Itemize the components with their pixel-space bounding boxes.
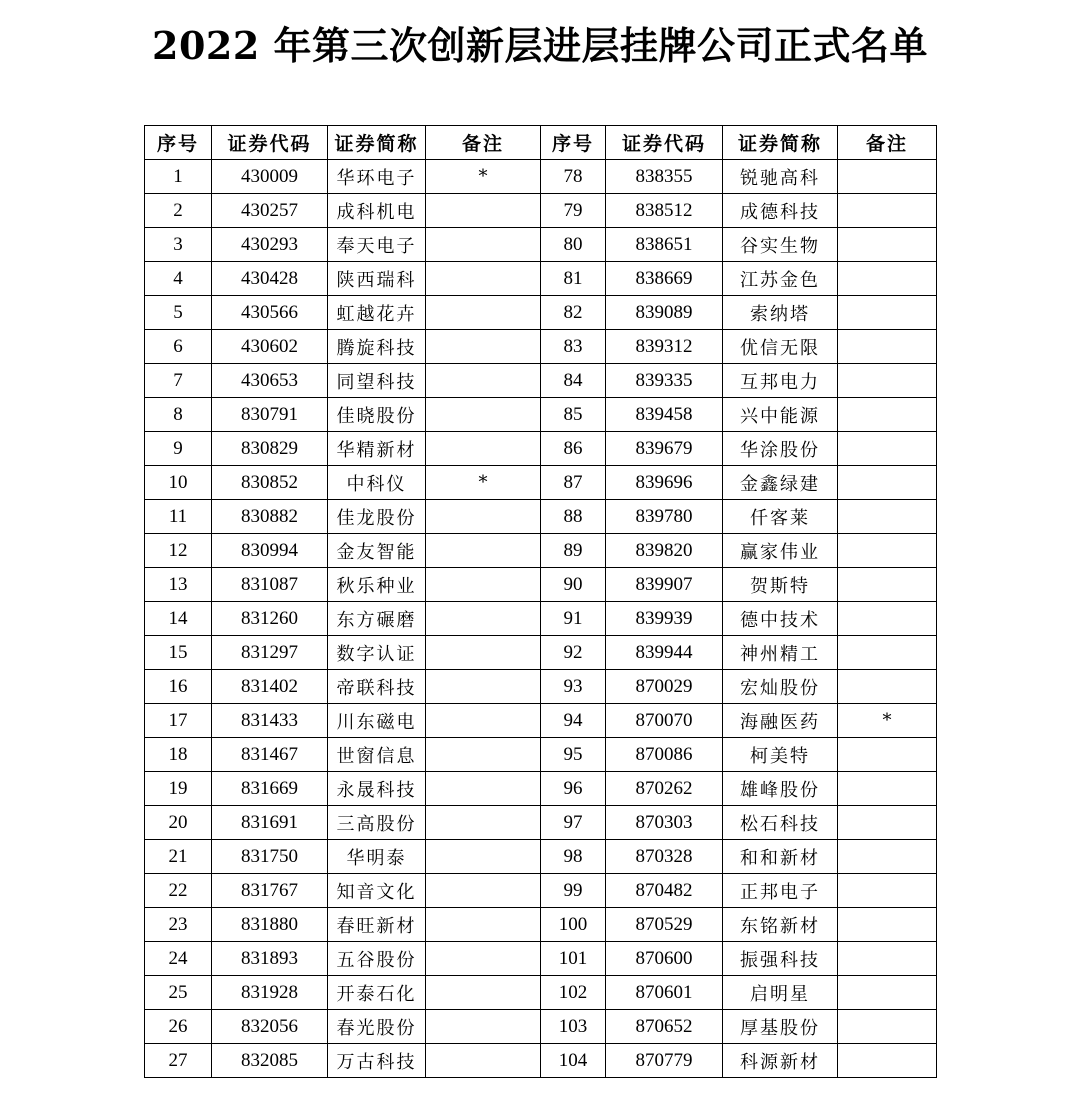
seq-cell: 81 [541, 262, 606, 296]
note-cell [426, 738, 541, 772]
table-row [145, 840, 937, 874]
code-cell: 830791 [212, 398, 328, 432]
note-cell [426, 432, 541, 466]
seq-cell: 88 [541, 500, 606, 534]
note-cell [838, 262, 937, 296]
code-cell: 831087 [212, 568, 328, 602]
code-cell: 831880 [212, 908, 328, 942]
seq-cell: 20 [145, 806, 212, 840]
note-cell [426, 534, 541, 568]
code-cell: 839679 [606, 432, 723, 466]
name-cell: 和和新材 [723, 840, 838, 874]
table-row [145, 398, 937, 432]
name-cell: 万古科技 [328, 1044, 426, 1078]
seq-cell: 4 [145, 262, 212, 296]
header-cell-note: 备注 [838, 126, 937, 160]
note-cell [838, 296, 937, 330]
note-cell [426, 228, 541, 262]
header-cell-seq: 序号 [541, 126, 606, 160]
note-cell [426, 806, 541, 840]
code-cell: 831691 [212, 806, 328, 840]
code-cell: 430566 [212, 296, 328, 330]
name-cell: 德中技术 [723, 602, 838, 636]
code-cell: 870529 [606, 908, 723, 942]
header-cell-code: 证券代码 [212, 126, 328, 160]
name-cell: 松石科技 [723, 806, 838, 840]
name-cell: 永晟科技 [328, 772, 426, 806]
header-cell-note: 备注 [426, 126, 541, 160]
seq-cell: 23 [145, 908, 212, 942]
name-cell: 五谷股份 [328, 942, 426, 976]
table-row [145, 1044, 937, 1078]
name-cell: 柯美特 [723, 738, 838, 772]
code-cell: 838512 [606, 194, 723, 228]
table-row [145, 976, 937, 1010]
seq-cell: 18 [145, 738, 212, 772]
code-cell: 830829 [212, 432, 328, 466]
table-row [145, 1010, 937, 1044]
code-cell: 870600 [606, 942, 723, 976]
note-cell [426, 772, 541, 806]
name-cell: 同望科技 [328, 364, 426, 398]
name-cell: 开泰石化 [328, 976, 426, 1010]
name-cell: 春旺新材 [328, 908, 426, 942]
seq-cell: 104 [541, 1044, 606, 1078]
seq-cell: 27 [145, 1044, 212, 1078]
note-cell [426, 976, 541, 1010]
note-cell [426, 942, 541, 976]
note-cell [838, 364, 937, 398]
note-cell [426, 568, 541, 602]
seq-cell: 21 [145, 840, 212, 874]
note-cell [426, 908, 541, 942]
name-cell: 川东磁电 [328, 704, 426, 738]
header-cell-name: 证券简称 [723, 126, 838, 160]
seq-cell: 3 [145, 228, 212, 262]
note-cell [426, 840, 541, 874]
code-cell: 831928 [212, 976, 328, 1010]
table-row [145, 534, 937, 568]
code-cell: 839312 [606, 330, 723, 364]
table-row [145, 364, 937, 398]
note-cell [426, 500, 541, 534]
table-row [145, 432, 937, 466]
name-cell: 华涂股份 [723, 432, 838, 466]
note-cell [838, 772, 937, 806]
note-cell [838, 1044, 937, 1078]
seq-cell: 93 [541, 670, 606, 704]
name-cell: 虹越花卉 [328, 296, 426, 330]
name-cell: 互邦电力 [723, 364, 838, 398]
code-cell: 839335 [606, 364, 723, 398]
seq-cell: 11 [145, 500, 212, 534]
code-cell: 870328 [606, 840, 723, 874]
name-cell: 海融医药 [723, 704, 838, 738]
code-cell: 870482 [606, 874, 723, 908]
code-cell: 839696 [606, 466, 723, 500]
name-cell: 华环电子 [328, 160, 426, 194]
seq-cell: 17 [145, 704, 212, 738]
name-cell: 启明星 [723, 976, 838, 1010]
code-cell: 870086 [606, 738, 723, 772]
note-cell [426, 874, 541, 908]
name-cell: 赢家伟业 [723, 534, 838, 568]
name-cell: 华精新材 [328, 432, 426, 466]
seq-cell: 10 [145, 466, 212, 500]
note-cell [426, 704, 541, 738]
name-cell: 雄峰股份 [723, 772, 838, 806]
seq-cell: 101 [541, 942, 606, 976]
name-cell: 数字认证 [328, 636, 426, 670]
name-cell: 中科仪 [328, 466, 426, 500]
name-cell: 宏灿股份 [723, 670, 838, 704]
table-row [145, 806, 937, 840]
name-cell: 秋乐种业 [328, 568, 426, 602]
seq-cell: 87 [541, 466, 606, 500]
code-cell: 831433 [212, 704, 328, 738]
code-cell: 870652 [606, 1010, 723, 1044]
seq-cell: 14 [145, 602, 212, 636]
code-cell: 430653 [212, 364, 328, 398]
name-cell: 华明泰 [328, 840, 426, 874]
seq-cell: 85 [541, 398, 606, 432]
table-row [145, 194, 937, 228]
code-cell: 831669 [212, 772, 328, 806]
seq-cell: 97 [541, 806, 606, 840]
name-cell: 世窗信息 [328, 738, 426, 772]
note-cell [838, 670, 937, 704]
table-header-row [145, 126, 937, 160]
code-cell: 831750 [212, 840, 328, 874]
name-cell: 三高股份 [328, 806, 426, 840]
seq-cell: 13 [145, 568, 212, 602]
seq-cell: 24 [145, 942, 212, 976]
note-cell [838, 738, 937, 772]
table-row [145, 500, 937, 534]
seq-cell: 12 [145, 534, 212, 568]
table-row [145, 466, 937, 500]
note-cell [838, 500, 937, 534]
table-row [145, 772, 937, 806]
name-cell: 佳晓股份 [328, 398, 426, 432]
code-cell: 839820 [606, 534, 723, 568]
table-row [145, 704, 937, 738]
name-cell: 金友智能 [328, 534, 426, 568]
seq-cell: 83 [541, 330, 606, 364]
code-cell: 831297 [212, 636, 328, 670]
note-cell [426, 296, 541, 330]
note-cell [838, 806, 937, 840]
page-title: 2022 年第三次创新层进层挂牌公司正式名单 [152, 23, 928, 68]
note-cell [426, 364, 541, 398]
name-cell: 贺斯特 [723, 568, 838, 602]
seq-cell: 8 [145, 398, 212, 432]
name-cell: 谷实生物 [723, 228, 838, 262]
code-cell: 838651 [606, 228, 723, 262]
seq-cell: 102 [541, 976, 606, 1010]
code-cell: 838355 [606, 160, 723, 194]
code-cell: 830882 [212, 500, 328, 534]
table-row [145, 636, 937, 670]
code-cell: 831467 [212, 738, 328, 772]
note-cell [838, 398, 937, 432]
table-row [145, 874, 937, 908]
name-cell: 成科机电 [328, 194, 426, 228]
table-body [145, 160, 937, 1078]
seq-cell: 84 [541, 364, 606, 398]
note-cell [838, 602, 937, 636]
table-row [145, 330, 937, 364]
code-cell: 430257 [212, 194, 328, 228]
seq-cell: 91 [541, 602, 606, 636]
seq-cell: 16 [145, 670, 212, 704]
seq-cell: 82 [541, 296, 606, 330]
seq-cell: 78 [541, 160, 606, 194]
table-row [145, 568, 937, 602]
note-cell: * [426, 466, 541, 500]
table-row [145, 262, 937, 296]
name-cell: 兴中能源 [723, 398, 838, 432]
seq-cell: 99 [541, 874, 606, 908]
name-cell: 陕西瑞科 [328, 262, 426, 296]
code-cell: 830994 [212, 534, 328, 568]
note-cell [426, 636, 541, 670]
code-cell: 839944 [606, 636, 723, 670]
note-cell [838, 568, 937, 602]
note-cell [838, 840, 937, 874]
seq-cell: 7 [145, 364, 212, 398]
table-row [145, 160, 937, 194]
note-cell [426, 330, 541, 364]
name-cell: 帝联科技 [328, 670, 426, 704]
code-cell: 430602 [212, 330, 328, 364]
table-row [145, 670, 937, 704]
name-cell: 优信无限 [723, 330, 838, 364]
name-cell: 佳龙股份 [328, 500, 426, 534]
seq-cell: 94 [541, 704, 606, 738]
note-cell [838, 1010, 937, 1044]
seq-cell: 9 [145, 432, 212, 466]
code-cell: 430293 [212, 228, 328, 262]
seq-cell: 86 [541, 432, 606, 466]
seq-cell: 15 [145, 636, 212, 670]
seq-cell: 19 [145, 772, 212, 806]
name-cell: 东铭新材 [723, 908, 838, 942]
name-cell: 金鑫绿建 [723, 466, 838, 500]
name-cell: 知音文化 [328, 874, 426, 908]
note-cell [426, 194, 541, 228]
code-cell: 870303 [606, 806, 723, 840]
note-cell [426, 1010, 541, 1044]
note-cell [838, 330, 937, 364]
header-cell-name: 证券简称 [328, 126, 426, 160]
name-cell: 振强科技 [723, 942, 838, 976]
seq-cell: 26 [145, 1010, 212, 1044]
seq-cell: 89 [541, 534, 606, 568]
note-cell [838, 976, 937, 1010]
seq-cell: 90 [541, 568, 606, 602]
note-cell [426, 398, 541, 432]
name-cell: 科源新材 [723, 1044, 838, 1078]
seq-cell: 95 [541, 738, 606, 772]
code-cell: 839939 [606, 602, 723, 636]
name-cell: 厚基股份 [723, 1010, 838, 1044]
code-cell: 839780 [606, 500, 723, 534]
code-cell: 430009 [212, 160, 328, 194]
note-cell [838, 194, 937, 228]
code-cell: 839458 [606, 398, 723, 432]
seq-cell: 6 [145, 330, 212, 364]
note-cell [838, 942, 937, 976]
name-cell: 索纳塔 [723, 296, 838, 330]
seq-cell: 25 [145, 976, 212, 1010]
code-cell: 831893 [212, 942, 328, 976]
code-cell: 831402 [212, 670, 328, 704]
header-cell-code: 证券代码 [606, 126, 723, 160]
code-cell: 838669 [606, 262, 723, 296]
code-cell: 830852 [212, 466, 328, 500]
seq-cell: 100 [541, 908, 606, 942]
name-cell: 正邦电子 [723, 874, 838, 908]
note-cell [426, 262, 541, 296]
note-cell [426, 670, 541, 704]
code-cell: 839089 [606, 296, 723, 330]
note-cell [838, 534, 937, 568]
seq-cell: 1 [145, 160, 212, 194]
table-row [145, 738, 937, 772]
name-cell: 成德科技 [723, 194, 838, 228]
table-row [145, 908, 937, 942]
table-row [145, 228, 937, 262]
name-cell: 仟客莱 [723, 500, 838, 534]
seq-cell: 5 [145, 296, 212, 330]
note-cell [838, 432, 937, 466]
header-cell-seq: 序号 [145, 126, 212, 160]
note-cell [838, 908, 937, 942]
table-row [145, 296, 937, 330]
seq-cell: 98 [541, 840, 606, 874]
note-cell [426, 1044, 541, 1078]
name-cell: 春光股份 [328, 1010, 426, 1044]
name-cell: 东方碾磨 [328, 602, 426, 636]
note-cell [838, 228, 937, 262]
seq-cell: 2 [145, 194, 212, 228]
code-cell: 839907 [606, 568, 723, 602]
seq-cell: 103 [541, 1010, 606, 1044]
code-cell: 870601 [606, 976, 723, 1010]
code-cell: 831260 [212, 602, 328, 636]
code-cell: 831767 [212, 874, 328, 908]
code-cell: 430428 [212, 262, 328, 296]
code-cell: 870779 [606, 1044, 723, 1078]
code-cell: 832056 [212, 1010, 328, 1044]
seq-cell: 22 [145, 874, 212, 908]
note-cell [838, 874, 937, 908]
seq-cell: 79 [541, 194, 606, 228]
name-cell: 江苏金色 [723, 262, 838, 296]
company-list-table [144, 125, 937, 1078]
table-row [145, 942, 937, 976]
seq-cell: 92 [541, 636, 606, 670]
seq-cell: 80 [541, 228, 606, 262]
name-cell: 腾旋科技 [328, 330, 426, 364]
seq-cell: 96 [541, 772, 606, 806]
code-cell: 870070 [606, 704, 723, 738]
note-cell [838, 466, 937, 500]
note-cell [838, 636, 937, 670]
note-cell: * [426, 160, 541, 194]
table-row [145, 602, 937, 636]
name-cell: 锐驰高科 [723, 160, 838, 194]
code-cell: 832085 [212, 1044, 328, 1078]
note-cell [838, 160, 937, 194]
name-cell: 奉天电子 [328, 228, 426, 262]
code-cell: 870029 [606, 670, 723, 704]
note-cell: * [838, 704, 937, 738]
note-cell [426, 602, 541, 636]
code-cell: 870262 [606, 772, 723, 806]
name-cell: 神州精工 [723, 636, 838, 670]
